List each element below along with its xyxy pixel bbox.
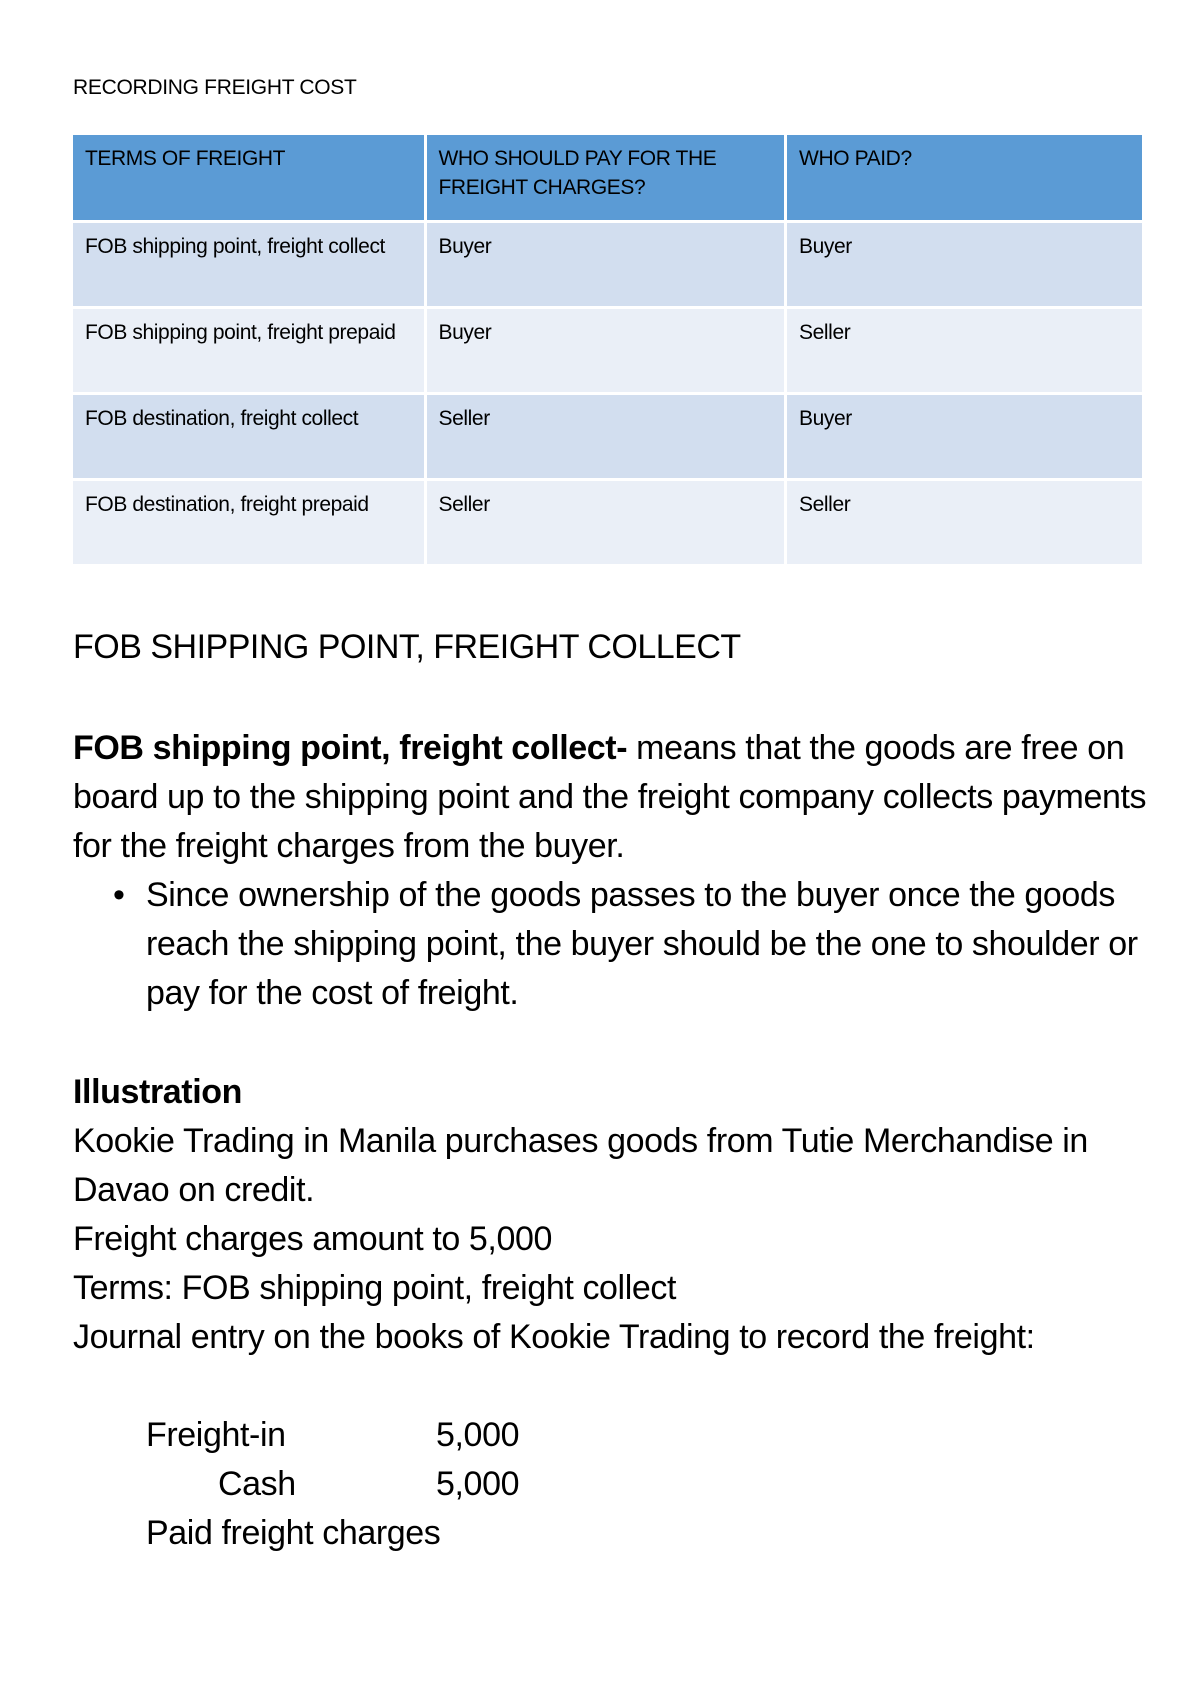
column-header-terms: TERMS OF FREIGHT: [73, 135, 424, 220]
section-title: FOB SHIPPING POINT, FREIGHT COLLECT: [73, 628, 741, 666]
credit-account: Cash: [218, 1465, 296, 1503]
bullet-dot-icon: •: [113, 876, 125, 914]
definition-term: FOB shipping point, freight collect-: [73, 729, 628, 767]
table-cell-terms: FOB destination, freight prepaid: [73, 481, 424, 564]
table-cell-who-should-pay: Buyer: [427, 309, 785, 392]
table-cell-terms: FOB shipping point, freight collect: [73, 223, 424, 306]
illustration-line: Terms: FOB shipping point, freight collect: [73, 1269, 677, 1307]
illustration-line: Freight charges amount to 5,000: [73, 1220, 553, 1258]
illustration-heading: Illustration: [73, 1073, 242, 1111]
illustration-line: Kookie Trading in Manila purchases goods from Tutie Merchandise in Davao on credit.: [73, 1122, 1088, 1209]
credit-amount: 5,000: [436, 1465, 520, 1503]
table-row: [73, 481, 1142, 564]
table-row: [73, 309, 1142, 392]
bullet-item: [73, 871, 1153, 1018]
table-cell-terms: FOB shipping point, freight prepaid: [73, 309, 424, 392]
illustration-block: [73, 1068, 1153, 1362]
table-header-row: [73, 135, 1142, 220]
illustration-line: Journal entry on the books of Kookie Trading to record the freight:: [73, 1318, 1035, 1356]
debit-account: Freight-in: [146, 1416, 286, 1454]
table-row: [73, 223, 1142, 306]
definition-text: means that the goods are free on board up to the shipping point and the freight company collects payments for the freight charges from the buyer.: [73, 729, 1147, 865]
table-row: [73, 395, 1142, 478]
table-cell-who-should-pay: Seller: [427, 395, 785, 478]
table-cell-who-paid: Seller: [787, 309, 1142, 392]
freight-terms-table: [70, 132, 1145, 567]
column-header-who-should-pay: WHO SHOULD PAY FOR THE FREIGHT CHARGES?: [427, 135, 785, 220]
table-cell-who-paid: Buyer: [787, 395, 1142, 478]
column-header-who-paid: WHO PAID?: [787, 135, 1142, 220]
table-cell-who-should-pay: Buyer: [427, 223, 785, 306]
table-cell-terms: FOB destination, freight collect: [73, 395, 424, 478]
definition-paragraph: [73, 724, 1153, 871]
debit-amount: 5,000: [436, 1416, 520, 1454]
table-cell-who-paid: Seller: [787, 481, 1142, 564]
document-title: RECORDING FREIGHT COST: [73, 76, 357, 99]
table-cell-who-paid: Buyer: [787, 223, 1142, 306]
journal-memo: Paid freight charges: [146, 1514, 441, 1552]
table-cell-who-should-pay: Seller: [427, 481, 785, 564]
bullet-text: Since ownership of the goods passes to the buyer once the goods reach the shipping point, the buyer should be the one to shoulder or pay for the cost of freight.: [146, 876, 1138, 1012]
